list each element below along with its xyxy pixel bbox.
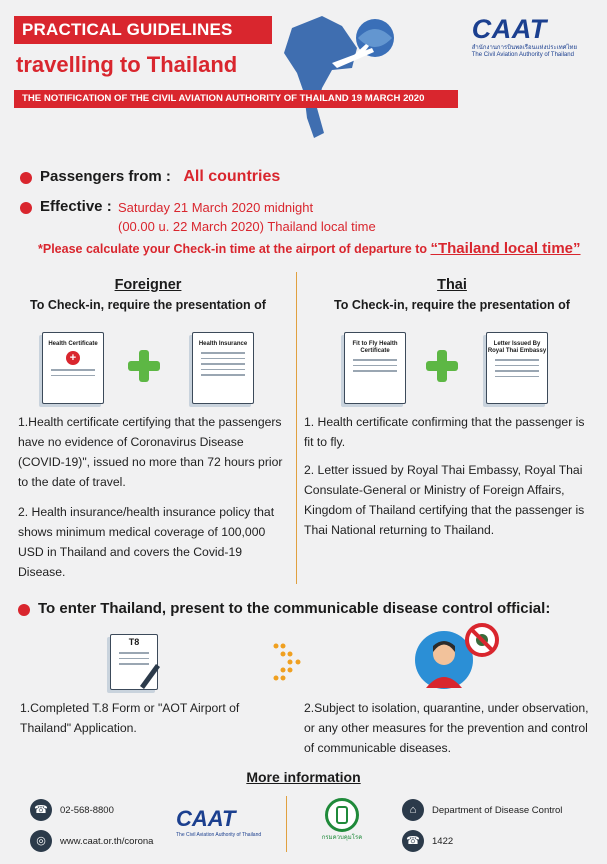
globe-icon: ◎ [30,830,52,852]
logo-en: The Civil Aviation Authority of Thailand [471,52,574,58]
embassy-letter-icon [486,332,548,404]
title-banner: PRACTICAL GUIDELINES [14,16,272,44]
person-no-virus-icon [414,622,500,692]
caat-logo [472,14,577,59]
logo-text: CAAT [471,14,547,44]
thai-item-2: 2. Letter issued by Royal Thai Embassy, Royal Thai Consulate-General or Ministry of Foreign Affairs, Kingdom of Thailand certifying that the passenger is Thai National returning to Thailand. [304,463,585,537]
fit-to-fly-certificate-icon [344,332,406,404]
foreigner-item-2: 2. Health insurance/health insurance policy that shows minimum medical coverage of 100,000 USD in Thailand and covers the Covid-19 Disease. [18,505,275,579]
column-divider [296,272,297,584]
ddc-label: กรมควบคุมโรค [321,835,363,841]
foreigner-title: Foreigner [114,277,182,293]
health-insurance-icon [192,332,254,404]
logo-thai: สำนักงานการบินพลเรือนแห่งประเทศไทย [471,45,577,51]
plus-icon [128,350,160,382]
form-label: T8 [128,637,140,647]
effective-line1: Saturday 21 March 2020 midnight [118,200,314,215]
bullet-icon [20,202,32,214]
department-name: Department of Disease Control [432,805,563,816]
doc-title: Health Certificate [48,341,98,347]
logo-text: CAAT [176,806,236,831]
website-link[interactable]: www.caat.or.th/corona [60,836,154,847]
health-certificate-icon [42,332,104,404]
phone-number[interactable]: 02-568-8800 [60,805,114,816]
hotline-number[interactable]: 1422 [432,836,454,847]
effective-label: Effective : [40,198,112,215]
doc-title: Letter Issued By Royal Thai Embassy [487,341,547,354]
foreigner-item-1: 1.Health certificate certifying that the passengers have no evidence of Coronavirus Disease (COVID-19)", issued no more than 72 hours prior to the date of travel. [18,415,283,489]
note-prefix: *Please calculate your Check-in time at the airport of departure to [38,242,427,256]
subtitle: travelling to Thailand [16,52,238,77]
phone-icon: ☎ [30,799,52,821]
arrow-dots-icon [272,642,306,682]
thai-subtitle: To Check-in, require the presentation of [334,298,570,312]
passengers-row [40,168,280,186]
footer-divider [286,796,287,852]
doc-title: Health Insurance [198,341,248,347]
bullet-icon [20,172,32,184]
thai-title: Thai [437,277,467,293]
note-highlight: “Thailand local time” [430,240,581,257]
footer-title: More information [246,769,361,785]
enter-title: To enter Thailand, present to the communicable disease control official: [38,600,551,617]
logo-en: The Civil Aviation Authority of Thailand [176,832,262,838]
pen-icon [136,660,162,690]
effective-line2: (00.00 u. 22 March 2020) Thailand local time [118,219,376,234]
foreigner-subtitle: To Check-in, require the presentation of [30,298,266,312]
thai-item-1: 1. Health certificate confirming that the passenger is fit to fly. [304,415,585,449]
enter-item-2: 2.Subject to isolation, quarantine, under observation, or any other measures for the prevention and control of communicable diseases. [304,701,589,755]
doc-title: Fit to Fly Health Certificate [352,341,398,354]
ddc-logo [320,798,364,842]
bullet-icon [18,604,30,616]
medical-cross-icon: + [66,351,80,365]
home-icon: ⌂ [402,799,424,821]
plus-icon [426,350,458,382]
enter-item-1: 1.Completed T.8 Form or "AOT Airport of Thailand" Application. [20,701,240,735]
phone-icon: ☎ [402,830,424,852]
passengers-value: All countries [183,168,281,185]
local-time-note [38,240,581,257]
passengers-label: Passengers from : [40,168,171,185]
notification-banner: THE NOTIFICATION OF THE CIVIL AVIATION AUTHORITY OF THAILAND 19 MARCH 2020 [14,90,458,108]
caat-logo-footer [176,806,261,838]
thailand-map-icon [262,8,402,148]
